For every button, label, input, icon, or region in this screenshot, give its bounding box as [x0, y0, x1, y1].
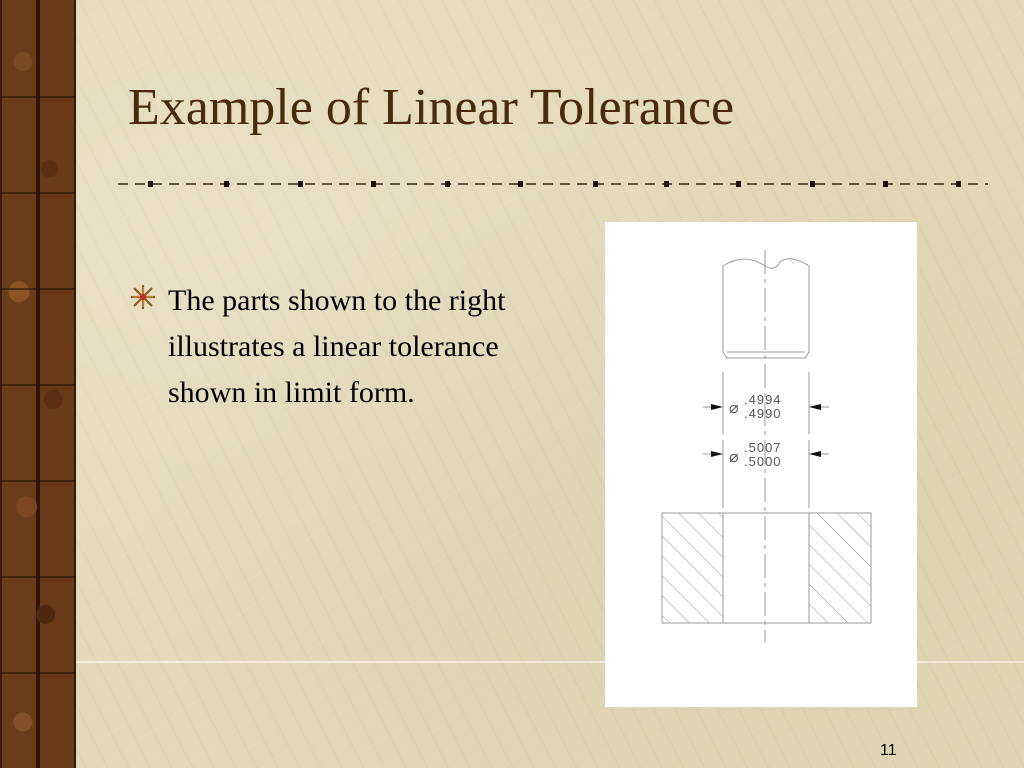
footer-divider — [76, 661, 1024, 663]
strip-divider — [0, 288, 76, 290]
hole-part — [662, 513, 871, 623]
decorative-side-strip — [0, 0, 76, 768]
strip-divider — [0, 672, 76, 674]
shaft-diameter-symbol: ⌀ — [729, 400, 739, 417]
slide-title: Example of Linear Tolerance — [128, 79, 735, 136]
shaft-lower-limit: .4990 — [744, 406, 782, 421]
title-divider — [118, 176, 988, 192]
shaft-part — [723, 259, 809, 358]
bullet-text: The parts shown to the right illustrates a linear tolerance shown in limit form. — [168, 284, 506, 409]
hole-lower-limit: .5000 — [744, 454, 782, 469]
strip-divider — [0, 192, 76, 194]
star-burst-icon — [130, 284, 156, 310]
page-number: 11 — [880, 742, 897, 759]
strip-divider — [0, 576, 76, 578]
tolerance-drawing-panel — [605, 222, 917, 707]
shaft-upper-limit: .4994 — [744, 392, 782, 407]
hole-diameter-symbol: ⌀ — [729, 449, 739, 466]
strip-divider — [0, 96, 76, 98]
strip-divider — [0, 384, 76, 386]
strip-divider — [0, 480, 76, 482]
tolerance-drawing — [605, 222, 917, 707]
hole-upper-limit: .5007 — [744, 440, 782, 455]
